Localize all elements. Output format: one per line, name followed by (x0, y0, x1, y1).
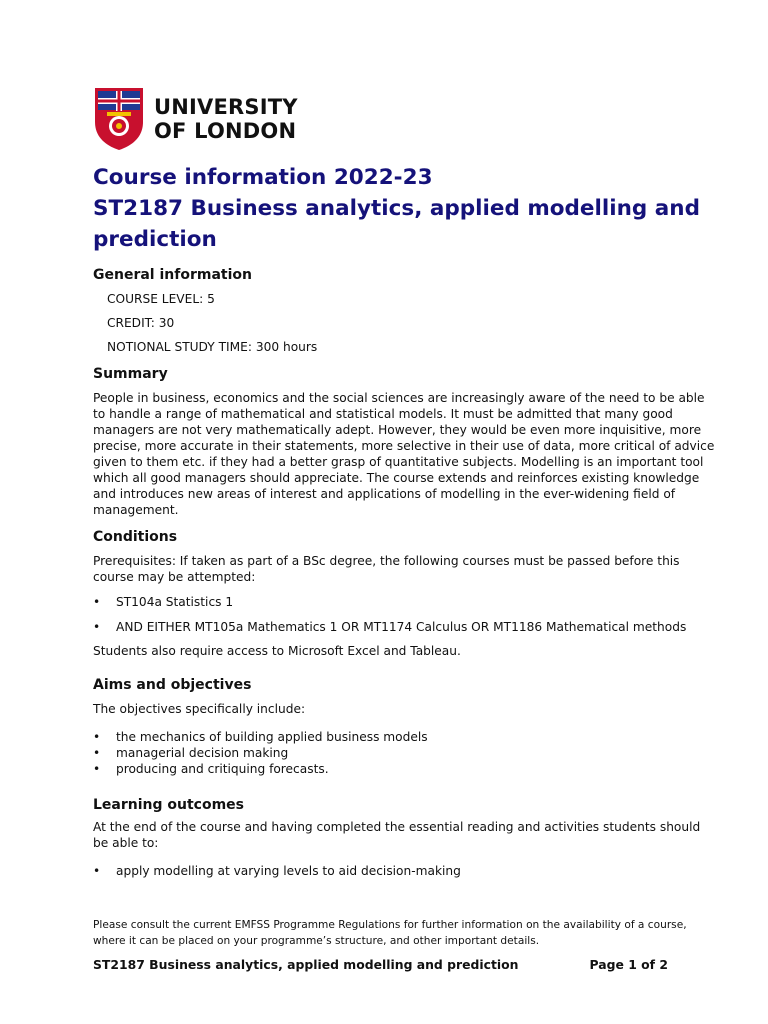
logo-line-1: UNIVERSITY (154, 95, 298, 119)
summary-line: and introduces new areas of interest and applications of modelling in the ever-widening field of (93, 487, 676, 501)
learning-outcomes-heading: Learning outcomes (93, 797, 245, 813)
summary-line: to handle a range of mathematical and statistical models. It must be admitted that many good (93, 407, 673, 421)
credit: CREDIT: 30 (107, 316, 175, 330)
conditions-heading: Conditions (93, 529, 178, 545)
document-title-block (93, 162, 733, 255)
summary-line: management. (93, 503, 179, 517)
prereq-line: course may be attempted: (93, 570, 256, 584)
notional-study-time: NOTIONAL STUDY TIME: 300 hours (107, 340, 318, 354)
list-item: • producing and critiquing forecasts. (93, 761, 678, 777)
outcomes-intro-line: be able to: (93, 836, 159, 850)
course-info-title: Course information 2022-23 (93, 165, 433, 190)
university-crest-icon (93, 86, 145, 152)
summary-line: given to them etc. if they had a better grasp of quantitative subjects. Modelling is an important tool (93, 455, 704, 469)
document-body (93, 265, 715, 879)
logo-line-2: OF LONDON (154, 119, 297, 143)
footer-course-title: ST2187 Business analytics, applied modelling and prediction (93, 957, 519, 972)
page-number: Page 1 of 2 (589, 957, 668, 972)
course-title-line-1: ST2187 Business analytics, applied modelling and (93, 196, 700, 221)
course-level: COURSE LEVEL: 5 (107, 292, 215, 306)
prerequisites-text (93, 553, 678, 585)
outcomes-list (93, 863, 678, 879)
list-item: • AND EITHER MT105a Mathematics 1 OR MT1174 Calculus OR MT1186 Mathematical methods (93, 619, 678, 635)
footnote-line: where it can be placed on your programme’s structure, and other important details. (93, 935, 540, 947)
list-item: • managerial decision making (93, 745, 678, 761)
prereq-line: Prerequisites: If taken as part of a BSc degree, the following courses must be passed before this (93, 554, 680, 568)
prerequisite-list (93, 594, 687, 635)
university-logo-text (154, 95, 298, 143)
outcomes-intro-line: At the end of the course and having completed the essential reading and activities students should (93, 820, 701, 834)
general-info-heading: General information (93, 267, 252, 283)
software-note: Students also require access to Microsoft Excel and Tableau. (93, 644, 461, 658)
list-item: • the mechanics of building applied business models (93, 729, 678, 745)
summary-text (93, 390, 715, 518)
summary-heading: Summary (93, 366, 168, 382)
summary-line: precise, more accurate in their statements, more selective in their use of data, more critical of advice (93, 439, 715, 453)
course-title-line-2: prediction (93, 227, 217, 252)
list-item: • ST104a Statistics 1 (93, 594, 678, 610)
aims-list (93, 729, 678, 777)
summary-line: managers are not very mathematically adept. However, they would be even more inquisitive, more (93, 423, 702, 437)
university-logo (93, 86, 298, 152)
page-footer (93, 957, 668, 972)
summary-line: People in business, economics and the social sciences are increasingly aware of the need to be able (93, 391, 705, 405)
aims-intro: The objectives specifically include: (93, 702, 306, 716)
regulations-footnote (93, 917, 687, 949)
outcomes-intro (93, 819, 701, 851)
summary-line: which all good managers should appreciate. The course extends and reinforces existing knowledge (93, 471, 700, 485)
aims-heading: Aims and objectives (93, 677, 252, 693)
footnote-line: Please consult the current EMFSS Programme Regulations for further information on the availability of a course, (93, 919, 687, 931)
list-item: • apply modelling at varying levels to aid decision-making (93, 863, 678, 879)
